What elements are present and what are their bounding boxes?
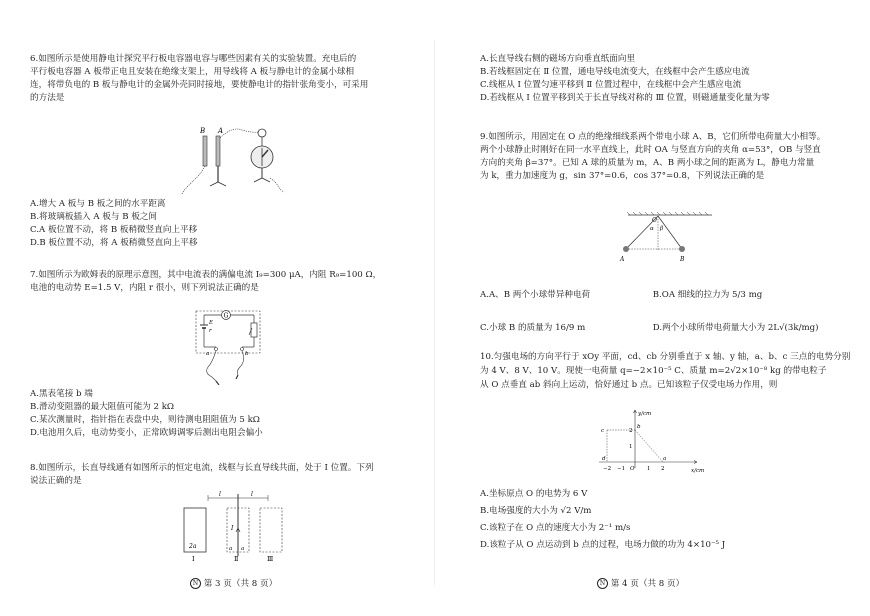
q6-option-a: A.增大 A 板与 B 板之间的水平距离 — [30, 199, 166, 209]
q6-options — [30, 198, 430, 250]
rheostat — [251, 323, 257, 337]
angle-beta-label: β — [660, 226, 664, 232]
point-d-label: d — [602, 456, 606, 462]
thread-ob — [658, 216, 682, 249]
origin-label: O — [630, 466, 635, 472]
x-tick-2: 2 — [661, 466, 665, 472]
q6-line-2: 平行板电容器 A 板带正电且安装在绝缘支架上，用导线将 A 板与静电计的金属小球相 — [30, 67, 355, 77]
distance-l-left: l — [219, 491, 221, 498]
question-9 — [480, 131, 865, 183]
q10-line-3: 从 O 点垂直 ab 斜向上运动，恰好通过 b 点。已知该粒子仅受电场力作用，则 — [480, 380, 778, 390]
ohmmeter-circuit-figure — [192, 303, 272, 385]
connecting-wire — [220, 129, 260, 138]
q7-option-a: A.黑表笔接 b 端 — [30, 389, 93, 399]
left-page — [0, 0, 434, 616]
thread-oa — [626, 216, 658, 249]
q10-option-d: D.该粒子从 O 点运动到 b 点的过程，电场力做的功为 4×10⁻⁵ J — [480, 540, 726, 550]
q8-line-2: 说法正确的是 — [30, 476, 82, 486]
plate-a — [216, 136, 220, 166]
x-tick-minus-1: −1 — [617, 466, 626, 472]
left-page-footer — [190, 577, 277, 589]
footer-mark-left: N — [190, 578, 201, 589]
q10-option-a: A.坐标原点 O 的电势为 6 V — [480, 489, 588, 499]
right-page — [435, 0, 870, 616]
q10-option-b: B.电场强度的大小为 √2 V/m — [480, 506, 592, 516]
ball-a — [623, 246, 629, 252]
ball-b-label: B — [680, 256, 685, 263]
x-tick-minus-2: −2 — [603, 466, 612, 472]
plate-b-label: B — [200, 127, 206, 135]
y-tick-1: 1 — [629, 444, 633, 450]
plate-a-label: A — [218, 127, 224, 135]
q9-option-c: C.小球 B 的质量为 16/9 m — [480, 323, 586, 333]
footer-mark-right: N — [597, 578, 608, 589]
electroscope-figure — [172, 120, 292, 195]
q8-option-c: C.线框从 Ⅰ 位置匀速平移到 Ⅱ 位置过程中，在线框中会产生感应电流 — [480, 80, 742, 90]
segment-ba — [635, 430, 663, 462]
question-10 — [480, 350, 865, 392]
segment-a-right: a — [241, 546, 245, 552]
q9-option-d: D.两个小球所带电荷量大小为 2L√(3k/mg) — [652, 323, 819, 333]
q8-option-d: D.若线框从 Ⅰ 位置平移到关于长直导线对称的 Ⅲ 位置，则磁通量变化量为零 — [480, 93, 770, 103]
y-tick-2: 2 — [629, 428, 633, 434]
loop-width-2a-label: 2a — [189, 543, 197, 550]
y-axis-label: y/cm — [638, 411, 652, 417]
position-1-label: Ⅰ — [192, 555, 195, 563]
q6-line-1: 6.如图所示是使用静电计探究平行板电容器电容与哪些因素有关的实验装置。充电后的 — [30, 54, 357, 64]
question-8 — [30, 462, 430, 488]
plate-b — [203, 136, 207, 166]
q9-line-1: 9.如图所示，用固定在 O 点的绝缘细线系两个带电小球 A、B，它们所带电荷量大小相等。 — [480, 132, 826, 142]
right-page-number: 第 4 页（共 8 页） — [610, 579, 685, 589]
ball-b — [679, 246, 685, 252]
q9-option-a: A.A、B 两个小球带异种电荷 — [480, 290, 591, 300]
ground-wire-b — [182, 166, 205, 194]
q10-line-2: 为 4 V、8 V、10 V。现使一电荷量 q=−2×10⁻⁵ C、质量 m=2√2×10⁻⁸ kg 的带电粒子 — [480, 366, 827, 376]
q10-line-1: 10.匀强电场的方向平行于 xOy 平面，cd、cb 分别垂直于 x 轴、y 轴，a、b、c 三点的电势分别 — [480, 352, 851, 362]
q9-line-3: 方向的夹角 β=37°。已知 A 球的质量为 m，A、B 两小球之间的距离为 L，静电力常量 — [480, 158, 815, 168]
q7-option-b: B.滑动变阻器的最大阻值可能为 2 kΩ — [30, 402, 175, 412]
point-b-label: b — [637, 424, 641, 430]
terminal-a-label: a — [206, 351, 210, 357]
two-balls-figure — [610, 211, 730, 267]
q6-line-4: 的方法是 — [30, 93, 65, 103]
position-2-label: Ⅱ — [234, 555, 239, 563]
x-tick-1: 1 — [647, 466, 651, 472]
angle-alpha-label: α — [650, 226, 654, 232]
current-i-label: I — [231, 525, 234, 532]
q9-line-4: 为 k，重力加速度为 g，sin 37°=0.6，cos 37°=0.8，下列说法正确的是 — [480, 171, 765, 181]
terminal-b-label: b — [245, 351, 249, 357]
q7-line-1: 7.如图所示为欧姆表的原理示意图，其中电流表的满偏电流 I₉=300 μA，内阻 R₉=100 Ω， — [30, 270, 382, 280]
q6-line-3: 连，将带负电的 B 板与静电计的金属外壳同时接地，要使静电计的指针张角变小，可采用 — [30, 80, 369, 90]
position-3-label: Ⅲ — [267, 555, 274, 563]
loop-position-3 — [260, 508, 282, 552]
q10-option-c: C.该粒子在 O 点的速度大小为 2⁻¹ m/s — [480, 523, 631, 533]
wire-loop-figure — [176, 490, 292, 564]
q8-line-1: 8.如图所示，长直导线通有如图所示的恒定电流，线框与长直导线共面，处于 I 位置。下列 — [30, 463, 374, 473]
x-axis-label: x/cm — [691, 468, 705, 474]
galvanometer-label: G — [223, 312, 229, 320]
left-page-number: 第 3 页（共 8 页） — [203, 579, 278, 589]
q6-option-d: D.B 板位置不动，将 A 板稍微竖直向上平移 — [30, 238, 198, 248]
q9-options-row-1 — [480, 289, 865, 307]
right-page-footer — [597, 577, 684, 589]
q9-options-row-2 — [480, 322, 865, 340]
point-c-label: c — [601, 428, 605, 434]
probe-lead-b — [237, 351, 243, 375]
q6-option-b: B.将玻璃板插入 A 板与 B 板之间 — [30, 212, 158, 222]
ground-wire-case — [270, 178, 284, 192]
q8-option-b: B.若线框固定在 Ⅱ 位置，通电导线电流变大，在线框中会产生感应电流 — [480, 67, 750, 77]
question-6 — [30, 53, 430, 105]
electroscope-ball — [258, 129, 266, 137]
emf-label: E — [209, 320, 214, 326]
q10-options — [480, 486, 865, 554]
q6-option-c: C.A 板位置不动，将 B 板稍微竖直向上平移 — [30, 225, 198, 235]
internal-r-label: r — [209, 328, 212, 334]
distance-l-right: l — [251, 491, 253, 498]
q8-options — [480, 53, 865, 105]
q7-line-2: 电池的电动势 E=1.5 V，内阻 r 很小，则下列说法正确的是 — [30, 283, 259, 293]
question-7 — [30, 269, 430, 295]
q7-option-d: D.电池用久后，电动势变小，正常欧姆调零后测出电阻会偏小 — [30, 428, 263, 438]
pivot-o-label: O — [652, 217, 657, 224]
coordinate-figure — [593, 406, 723, 478]
ball-a-label: A — [620, 256, 625, 263]
q9-line-2: 两个小球静止时刚好在同一水平直线上，此时 OA 与竖直方向的夹角 α=53°，OB 与竖直 — [480, 145, 821, 155]
segment-a-left: a — [229, 546, 233, 552]
q7-option-c: C.某次测量时，指针指在表盘中央，则待测电阻阻值为 5 kΩ — [30, 415, 260, 425]
q9-option-b: B.OA 细线的拉力为 5/3 mg — [652, 290, 763, 300]
q8-option-a: A.长直导线右侧的磁场方向垂直纸面向里 — [480, 54, 636, 64]
q7-options — [30, 388, 430, 440]
point-a-label: a — [663, 456, 667, 462]
